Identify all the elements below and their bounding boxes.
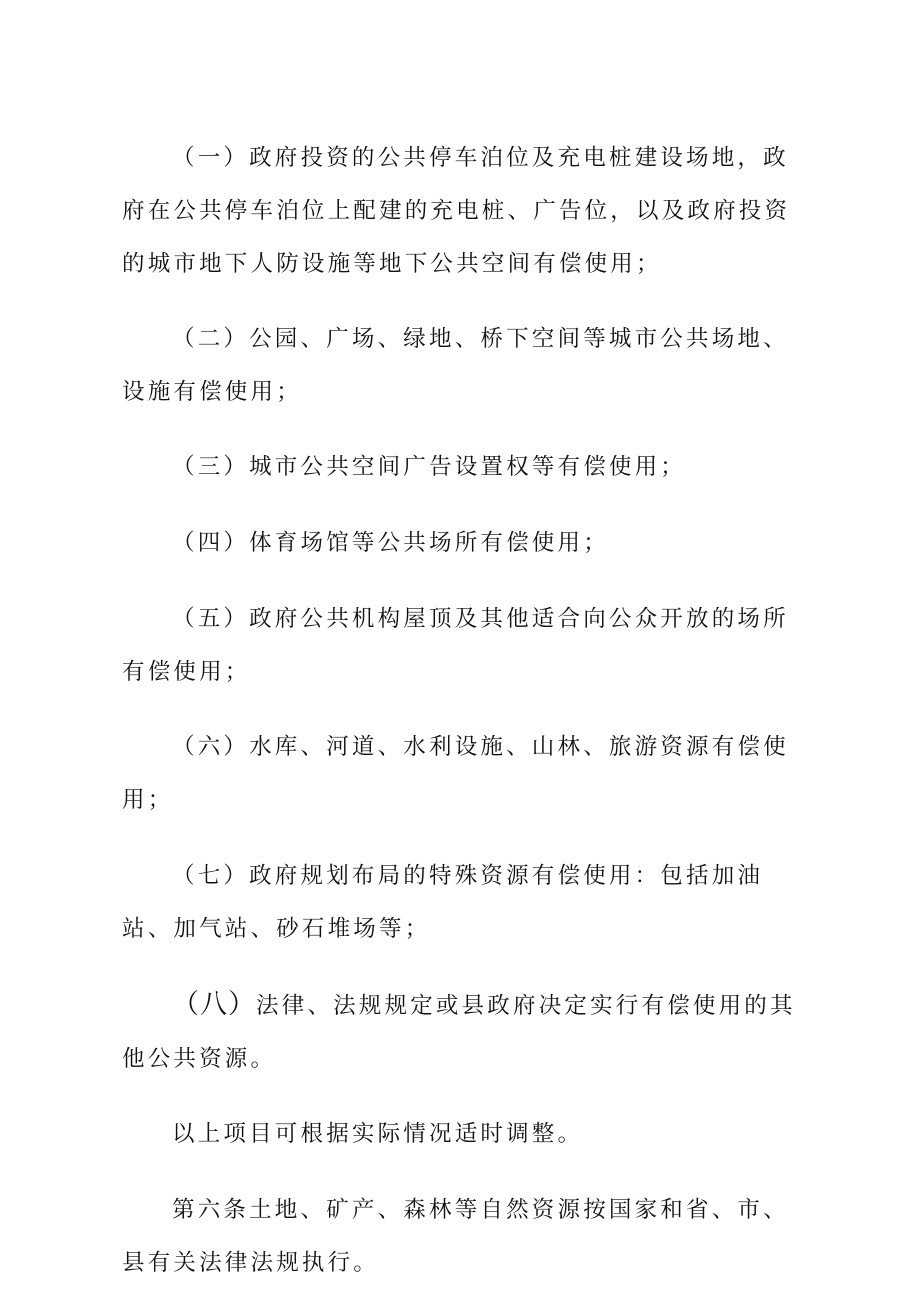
item-2-paragraph: （二）公园、广场、绿地、桥下空间等城市公共场地、设施有偿使用；: [122, 326, 789, 405]
adjustment-note-paragraph: 以上项目可根据实际情况适时调整。: [172, 1121, 584, 1147]
item-5-paragraph: （五）政府公共机构屋顶及其他适合向公众开放的场所有偿使用；: [122, 606, 789, 685]
document-body: [122, 132, 812, 1312]
item-3-paragraph: （三）城市公共空间广告设置权等有偿使用；: [172, 454, 687, 480]
article-6-paragraph: 第六条土地、矿产、森林等自然资源按国家和省、市、县有关法律法规执行。: [122, 1197, 789, 1276]
item-6-paragraph: （六）水库、河道、水利设施、山林、旅游资源有偿使用；: [122, 734, 789, 813]
item-4-paragraph: （四）体育场馆等公共场所有偿使用；: [172, 530, 609, 556]
item-8-paragraph: [122, 978, 812, 1086]
item-7-paragraph: （七）政府规划布局的特殊资源有偿使用：包括加油站、加气站、砂石堆场等；: [122, 863, 764, 942]
item-8-marker: （八）: [172, 989, 256, 1020]
item-1-paragraph: （一）政府投资的公共停车泊位及充电桩建设场地，政府在公共停车泊位上配建的充电桩、广告位，以及政府投资的城市地下人防设施等地下公共空间有偿使用；: [122, 145, 791, 277]
item-8-text: 法律、法规规定或县政府决定实行有偿使用的其他公共资源。: [122, 993, 796, 1072]
